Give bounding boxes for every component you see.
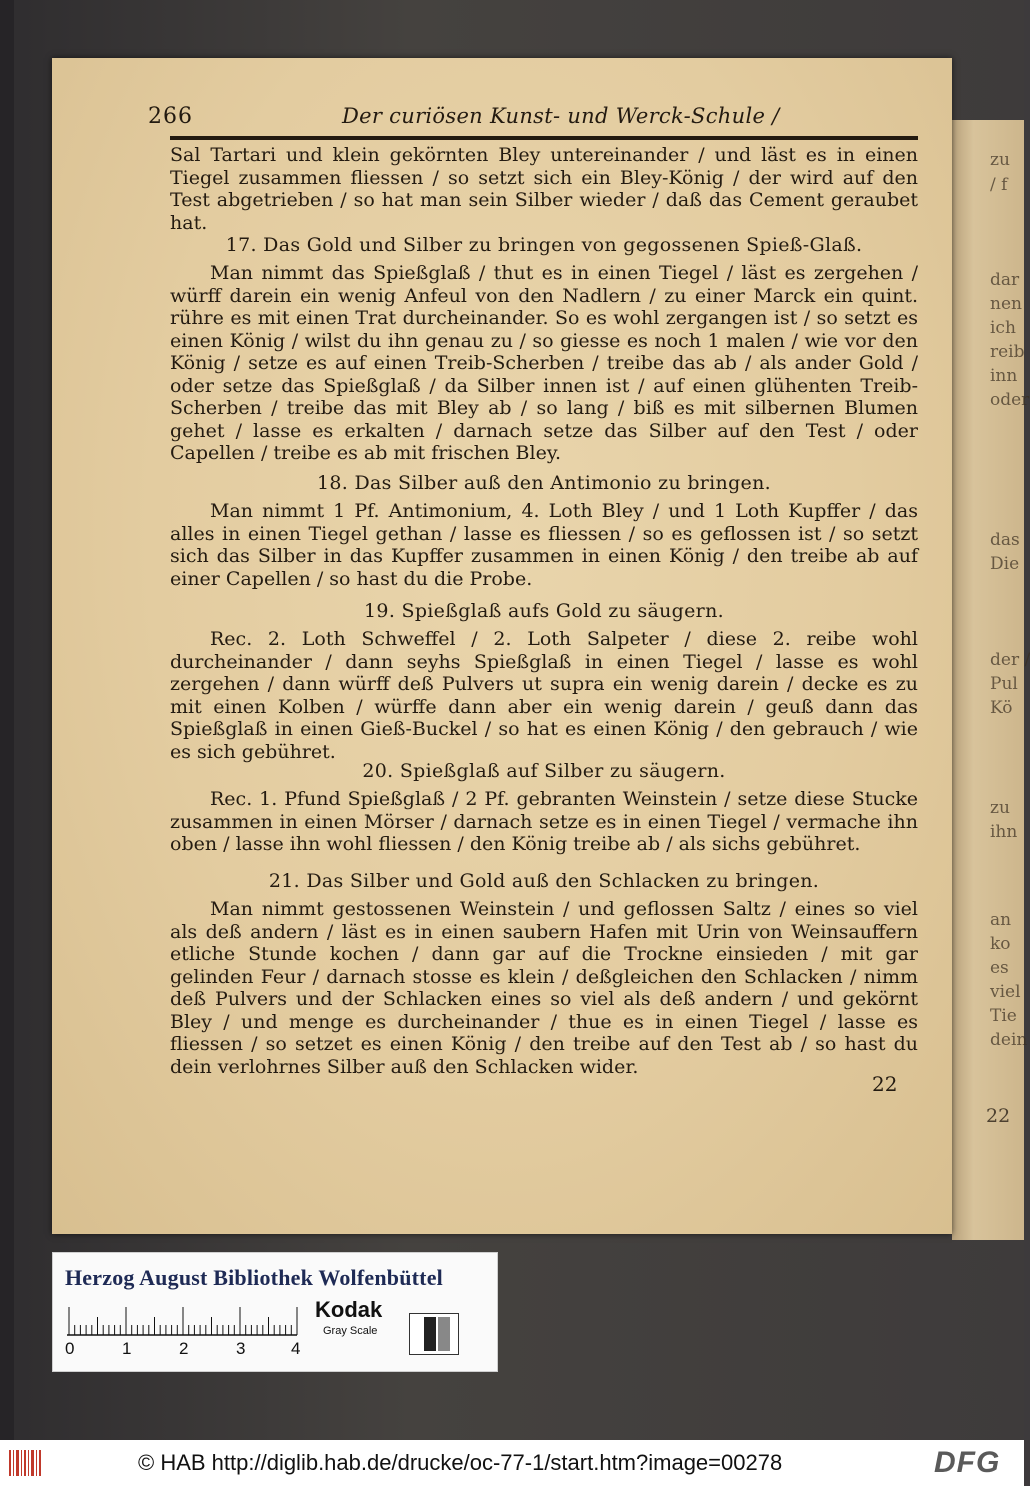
ruler-number: 0 xyxy=(65,1339,75,1358)
facing-page-fragment: ich xyxy=(990,318,1016,338)
source-link[interactable]: © HAB http://diglib.hab.de/drucke/oc-77-1/start.htm?image=00278 xyxy=(138,1450,783,1475)
ruler-number: 1 xyxy=(122,1339,132,1358)
ruler-scale xyxy=(67,1305,299,1337)
facing-page-edge xyxy=(952,120,1030,1240)
facing-page-fragment: es xyxy=(990,958,1009,978)
opening-paragraph: Sal Tartari und klein gekörnten Bley untereinander / und läst es in einen Tiegel zusammen fliessen / so setzt sich ein Bley-König / der wird auf den Test abgetrieben / so hat man sein Silber wieder / daß das Cement geraubet hat. xyxy=(170,144,918,234)
facing-page-fragment: oder xyxy=(990,390,1030,410)
facing-page-fragment: ko xyxy=(990,934,1011,954)
facing-page-fragment: viel xyxy=(990,982,1021,1002)
facing-page-fragment: der / xyxy=(990,650,1030,670)
ruler-number: 3 xyxy=(236,1339,246,1358)
running-head: Der curiösen Kunst- und Werck-Schule / xyxy=(342,104,780,128)
section-text-21: Man nimmt gestossenen Weinstein / und geflossen Saltz / eines so viel als deß andern / läst es in einen saubern Hafen mit Urin von Weinsauffern etliche Stunde kochen / dann gar auf die Trockne einsieden / mit gar gelinden Feur / darnach stosse es klein / deßgleichen den Schlacken / nimm deß Pulvers und der Schlacken eines so viel als deß andern / und gekörnt Bley / und menge es durcheinander / thue es in einen Tiegel / lasse es fliessen / so setzet es einen König / den treibe auf den Test ab / so hast du dein verlohrnes Silber auß den Schlacken wider. xyxy=(170,898,918,1078)
facing-page-fragment: reib xyxy=(990,342,1025,362)
book-page xyxy=(52,58,952,1234)
facing-page-fragment: Pul xyxy=(990,674,1018,694)
facing-page-fragment: dein xyxy=(990,1030,1028,1050)
facing-page-fragment: dar xyxy=(990,270,1020,290)
section-heading-21: 21. Das Silber und Gold auß den Schlacken zu bringen. xyxy=(268,870,820,892)
facing-page-fragment: das xyxy=(990,530,1020,550)
gray-scale-label: Gray Scale xyxy=(323,1325,378,1337)
facing-page-signature: 22 xyxy=(986,1105,1011,1127)
facing-page-fragment: zu xyxy=(990,150,1010,170)
section-heading-19: 19. Spießglaß aufs Gold zu säugern. xyxy=(364,600,724,622)
page-number: 266 xyxy=(148,104,193,129)
facing-page-fragment: / f xyxy=(990,175,1008,195)
section-heading-17: 17. Das Gold und Silber zu bringen von gegossenen Spieß-Glaß. xyxy=(225,234,863,256)
facing-page-fragment: an xyxy=(990,910,1012,930)
section-heading-18: 18. Das Silber auß den Antimonio zu bringen. xyxy=(317,472,771,494)
kodak-logo: Kodak xyxy=(315,1297,383,1322)
barcode-icon xyxy=(8,1448,42,1478)
section-text-18: Man nimmt 1 Pf. Antimonium, 4. Loth Bley / und 1 Loth Kupffer / das alles in einen Tiegel gethan / lasse es fliessen / so es geflossen ist / so setzt sich das Silber in das Kupffer zusammen in einen König / den treibe ab auf einer Capellen / so hast du die Probe. xyxy=(170,500,918,590)
viewer-footer xyxy=(0,1440,1024,1486)
ruler-number: 4 xyxy=(291,1339,301,1358)
dfg-logo: DFG xyxy=(934,1446,1001,1479)
facing-page-fragment: ihn xyxy=(990,822,1018,842)
facing-page-fragment: nen xyxy=(990,294,1022,314)
facing-page-fragment: zu xyxy=(990,798,1010,818)
ruler-number: 2 xyxy=(179,1339,189,1358)
section-heading-20: 20. Spießglaß auf Silber zu säugern. xyxy=(362,760,726,782)
section-text-17: Man nimmt das Spießglaß / thut es in einen Tiegel / läst es zergehen / würff darein ein wenig Anfeul von den Nadlern / zu einer Marck ein quint. rühre es mit einen Trat durcheinander. So es wohl zergangen ist / so setzt es einen König / wilst du ihn genau zu / so giesse es noch 1 malen / wie vor den König / setze es auf einen Treib-Scherben / treibe das ab / als ander Gold / oder setze das Spießglaß / da Silber innen ist / auf einen glühenten Treib-Scherben / treibe das mit Bley ab / so lang / biß es mit silbernen Blumen gehet / lasse es erkalten / darnach setze das Silber auf den Test / oder Capellen / treibe es ab mit frischen Bley. xyxy=(170,262,918,464)
scan-edge xyxy=(0,0,14,1440)
facing-page-fragment: Kö xyxy=(990,698,1013,718)
section-text-20: Rec. 1. Pfund Spießglaß / 2 Pf. gebranten Weinstein / setze diese Stucke zusammen in einen Mörser / darnach setze es in einen Tiegel / vermache ihn oben / lasse ihn wohl fliessen / den König treibe ab / als sichs gebühret. xyxy=(170,788,918,855)
library-name: Herzog August Bibliothek Wolfenbüttel xyxy=(65,1265,443,1290)
color-target-card xyxy=(52,1252,498,1372)
facing-page-fragment: inn xyxy=(990,366,1018,386)
section-text-19: Rec. 2. Loth Schweffel / 2. Loth Salpeter / diese 2. reibe wohl durcheinander / dann seyhs Spießglaß in einen Tiegel / lasse es wohl zergehen / dann würff deß Pulvers ut supra ein wenig darein / decke es zu mit einen Kolben / würffe dann aber ein wenig darein / geuß dann das Spießglaß in einen Gieß-Buckel / so hat es einen König / den gebrauch / wie es sich gebühret. xyxy=(170,628,918,763)
signature-mark: 22 xyxy=(872,1072,898,1096)
facing-page-fragment: Die xyxy=(990,554,1020,574)
gray-scale-patch xyxy=(409,1313,459,1355)
facing-page-fragment: Tie xyxy=(990,1006,1017,1026)
header-rule xyxy=(170,136,918,140)
